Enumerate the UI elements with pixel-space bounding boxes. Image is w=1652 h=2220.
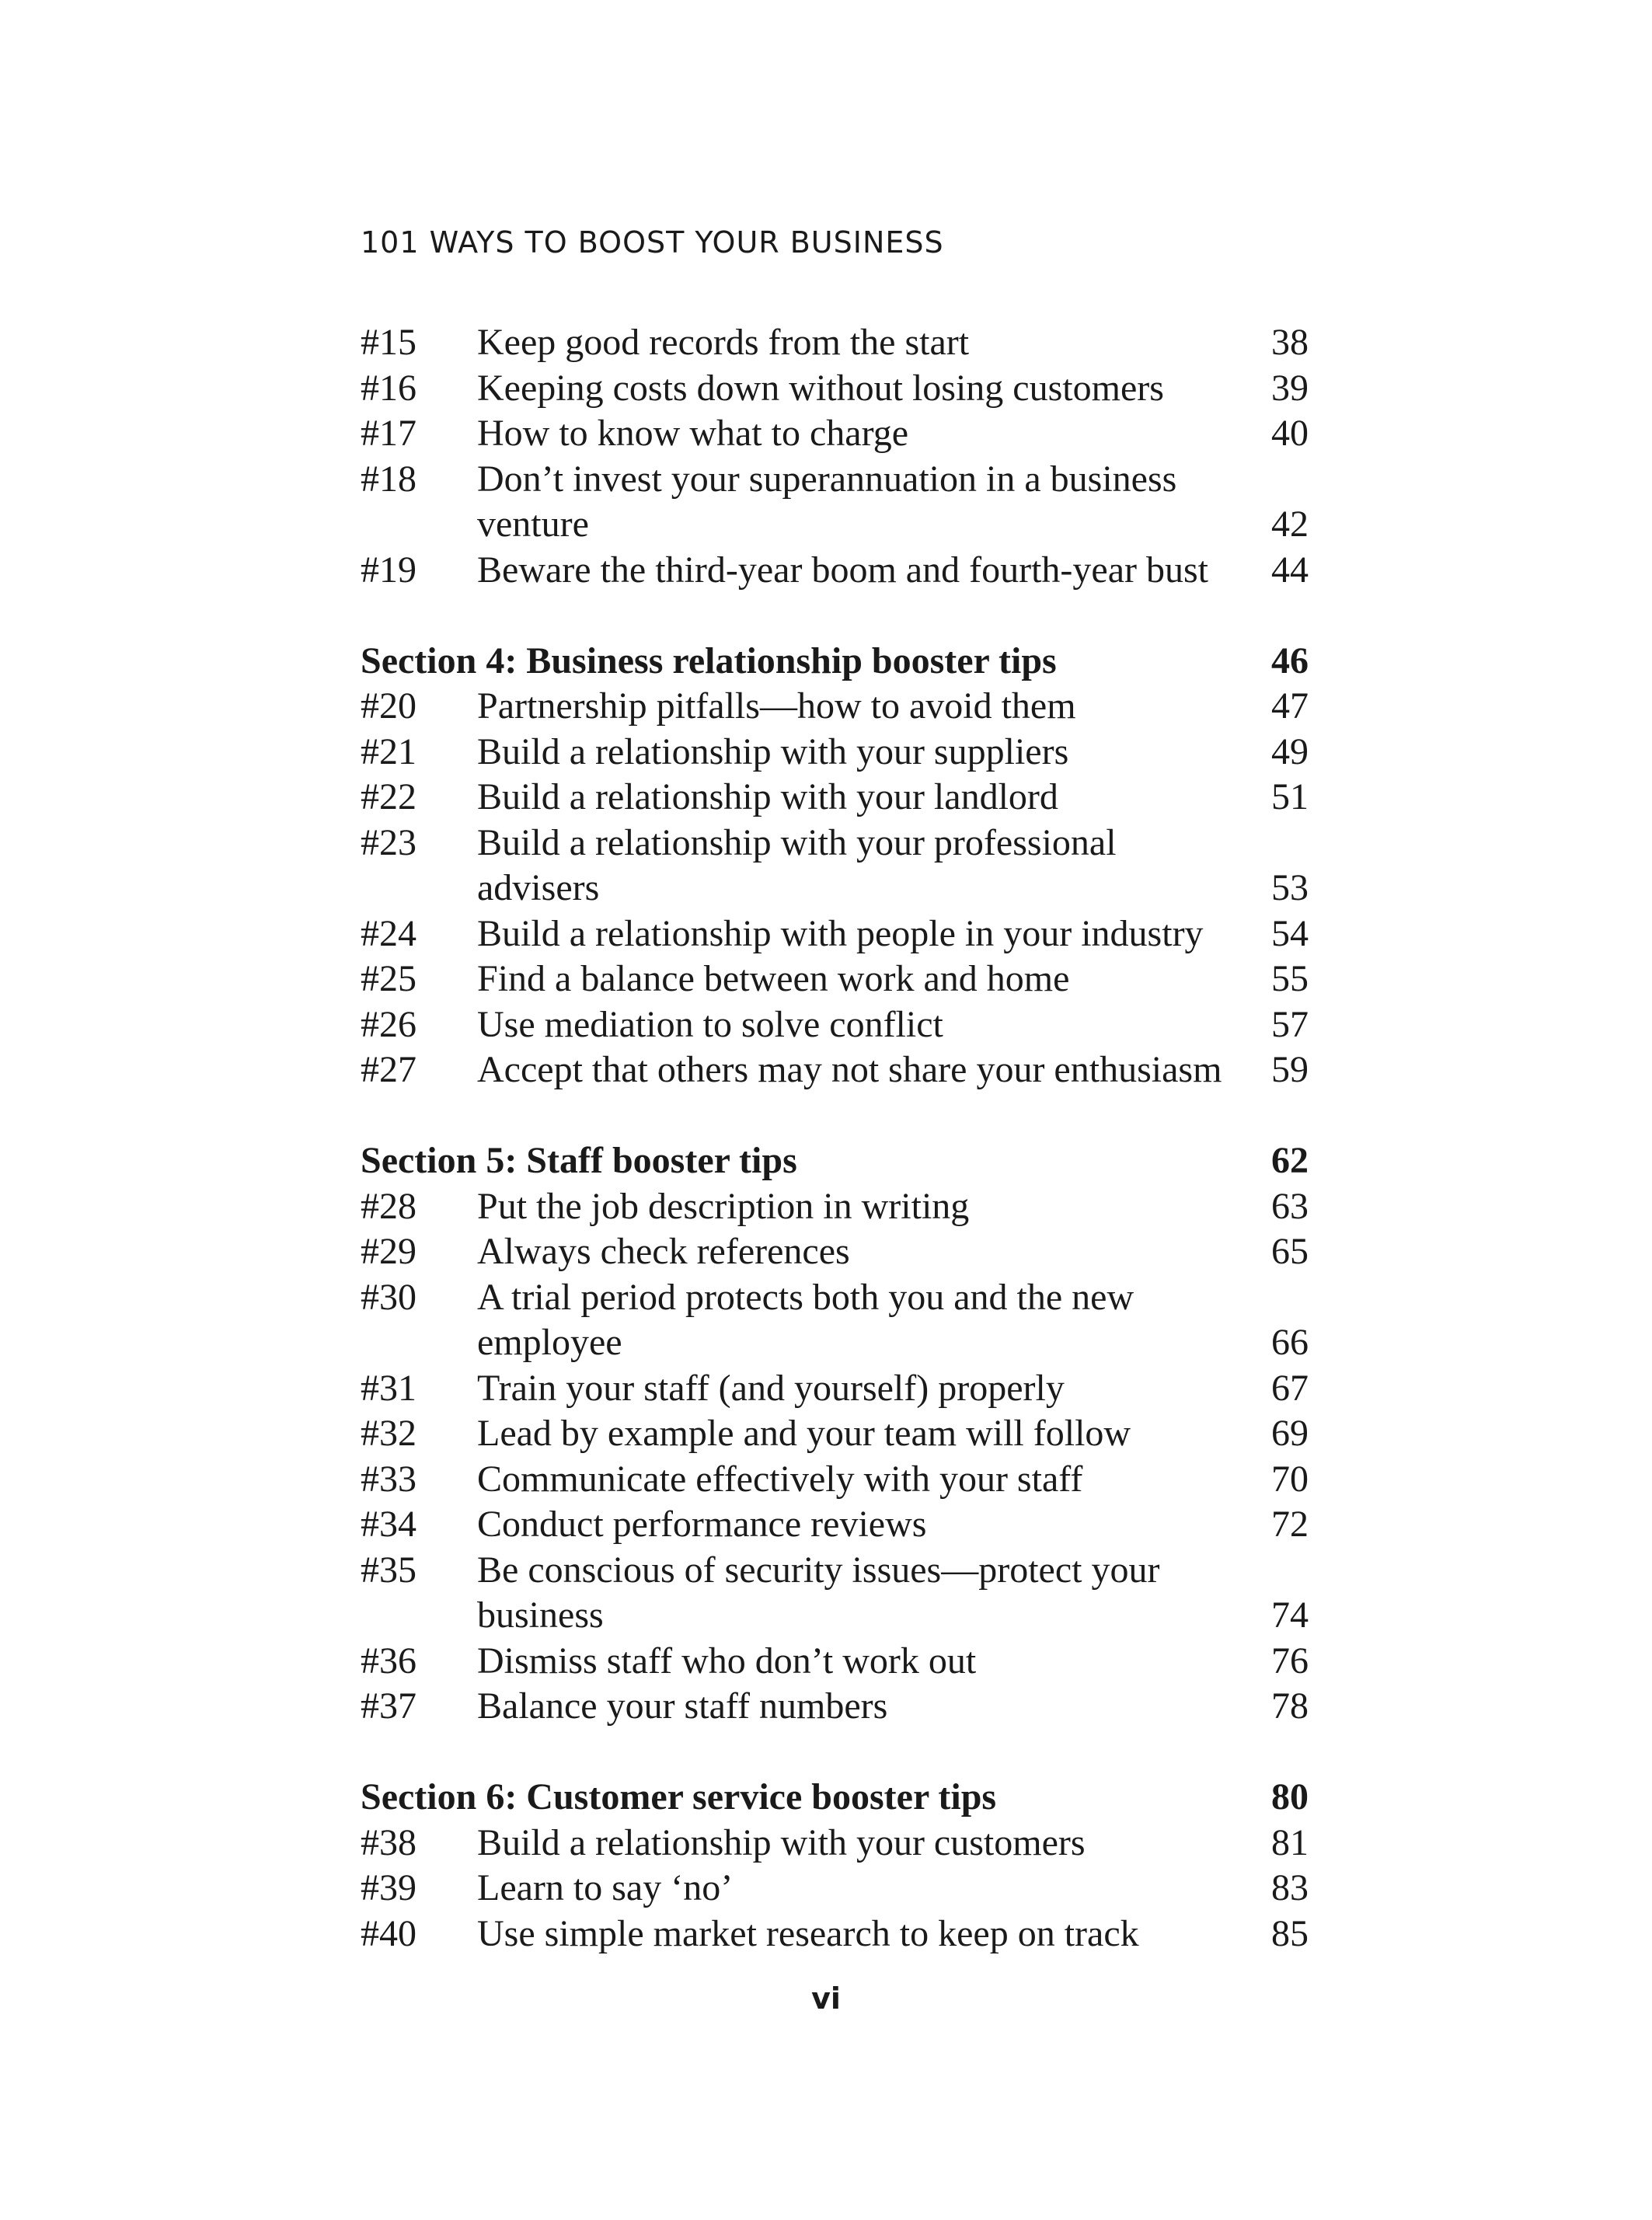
entry-title <box>477 548 1239 594</box>
toc-entry <box>361 1821 1309 1866</box>
entry-title <box>477 1366 1239 1412</box>
entry-number: #26 <box>361 1003 416 1045</box>
toc-entry <box>361 775 1309 821</box>
entry-title <box>477 457 1239 548</box>
entry-title-line: Build a relationship with your landlord <box>477 776 1058 817</box>
entry-title <box>477 411 1239 457</box>
entry-number: #37 <box>361 1685 416 1727</box>
entry-number: #15 <box>361 322 416 363</box>
toc-entry <box>361 1866 1309 1912</box>
entry-page-number: 67 <box>1271 1367 1309 1409</box>
toc-entry <box>361 821 1309 911</box>
entry-number: #28 <box>361 1185 416 1227</box>
entry-number: #19 <box>361 549 416 591</box>
entry-page-number: 44 <box>1271 549 1309 591</box>
entry-number: #16 <box>361 367 416 409</box>
toc-entry <box>361 457 1309 548</box>
toc-entry <box>361 1229 1309 1275</box>
entry-page-number: 59 <box>1271 1049 1309 1090</box>
entry-title-line: business <box>477 1594 604 1636</box>
entry-number: #22 <box>361 776 416 817</box>
entry-title <box>477 1275 1239 1366</box>
section-heading <box>361 1138 1309 1184</box>
table-of-contents <box>361 320 1309 1957</box>
entry-title <box>477 1821 1239 1866</box>
entry-page-number: 70 <box>1271 1458 1309 1500</box>
entry-number: #30 <box>361 1276 416 1318</box>
entry-page-number: 81 <box>1271 1821 1309 1863</box>
entry-title-line: Keeping costs down without losing customers <box>477 367 1164 409</box>
entry-number: #31 <box>361 1367 416 1409</box>
entry-number: #24 <box>361 912 416 954</box>
entry-title <box>477 1866 1239 1912</box>
section-title: Section 5: Staff booster tips <box>361 1140 797 1181</box>
entry-page-number: 49 <box>1271 730 1309 772</box>
toc-entry <box>361 548 1309 594</box>
entry-number: #20 <box>361 685 416 727</box>
page-folio: vi <box>811 1981 841 2016</box>
entry-page-number: 66 <box>1271 1322 1309 1363</box>
entry-title <box>477 366 1239 412</box>
entry-title-line: Train your staff (and yourself) properly <box>477 1367 1065 1409</box>
entry-number: #33 <box>361 1458 416 1500</box>
section-page-number: 46 <box>1271 640 1309 681</box>
entry-page-number: 78 <box>1271 1685 1309 1727</box>
entry-page-number: 69 <box>1271 1413 1309 1454</box>
entry-title <box>477 911 1239 957</box>
entry-number: #18 <box>361 458 416 500</box>
toc-entry <box>361 1002 1309 1048</box>
entry-title-line: Conduct performance reviews <box>477 1504 927 1545</box>
toc-entry <box>361 320 1309 366</box>
entry-title-line: Use simple market research to keep on track <box>477 1912 1139 1954</box>
entry-number: #40 <box>361 1912 416 1954</box>
entry-title-line: Find a balance between work and home <box>477 958 1070 999</box>
section-spacer <box>361 593 1309 639</box>
entry-title <box>477 1411 1239 1457</box>
entry-title <box>477 775 1239 821</box>
entry-title <box>477 1229 1239 1275</box>
entry-title-line: Learn to say ‘no’ <box>477 1867 734 1908</box>
entry-title-line: advisers <box>477 867 600 908</box>
toc-entry <box>361 730 1309 775</box>
entry-page-number: 53 <box>1271 867 1309 908</box>
toc-entry <box>361 1502 1309 1548</box>
entry-page-number: 42 <box>1271 504 1309 545</box>
entry-page-number: 55 <box>1271 958 1309 999</box>
section-spacer <box>361 1093 1309 1139</box>
entry-number: #25 <box>361 958 416 999</box>
section-heading <box>361 1775 1309 1821</box>
entry-title-line: Partnership pitfalls—how to avoid them <box>477 685 1076 727</box>
entry-number: #38 <box>361 1821 416 1863</box>
entry-title-line: Don’t invest your superannuation in a business <box>477 458 1177 500</box>
entry-title <box>477 1684 1239 1730</box>
entry-page-number: 51 <box>1271 776 1309 817</box>
entry-page-number: 74 <box>1271 1594 1309 1636</box>
entry-title-line: Balance your staff numbers <box>477 1685 888 1727</box>
toc-entry <box>361 1912 1309 1957</box>
entry-number: #35 <box>361 1549 416 1591</box>
entry-title-line: employee <box>477 1322 622 1363</box>
entry-title <box>477 1047 1239 1093</box>
entry-page-number: 72 <box>1271 1504 1309 1545</box>
entry-number: #36 <box>361 1640 416 1682</box>
entry-title-line: Dismiss staff who don’t work out <box>477 1640 977 1682</box>
entry-title <box>477 1502 1239 1548</box>
toc-entry <box>361 684 1309 730</box>
entry-title <box>477 1184 1239 1230</box>
entry-title-line: Build a relationship with your suppliers <box>477 730 1069 772</box>
entry-number: #17 <box>361 413 416 454</box>
entry-title <box>477 1548 1239 1639</box>
toc-entry <box>361 1275 1309 1366</box>
entry-page-number: 65 <box>1271 1231 1309 1272</box>
entry-page-number: 83 <box>1271 1867 1309 1908</box>
entry-title-line: How to know what to charge <box>477 413 908 454</box>
entry-title <box>477 821 1239 911</box>
entry-number: #27 <box>361 1049 416 1090</box>
entry-number: #39 <box>361 1867 416 1908</box>
entry-title <box>477 1912 1239 1957</box>
entry-title-line: Keep good records from the start <box>477 322 970 363</box>
entry-page-number: 57 <box>1271 1003 1309 1045</box>
entry-title <box>477 1639 1239 1685</box>
entry-page-number: 47 <box>1271 685 1309 727</box>
section-page-number: 80 <box>1271 1776 1309 1817</box>
toc-entry <box>361 1548 1309 1639</box>
entry-page-number: 38 <box>1271 322 1309 363</box>
entry-title-line: Use mediation to solve conflict <box>477 1003 943 1045</box>
entry-title <box>477 730 1239 775</box>
toc-entry <box>361 1457 1309 1503</box>
entry-title-line: Always check references <box>477 1231 850 1272</box>
entry-title <box>477 957 1239 1002</box>
entry-title-line: Lead by example and your team will follow <box>477 1413 1131 1454</box>
toc-entry <box>361 1684 1309 1730</box>
entry-page-number: 85 <box>1271 1912 1309 1954</box>
entry-page-number: 76 <box>1271 1640 1309 1682</box>
toc-entry <box>361 957 1309 1002</box>
section-spacer <box>361 1730 1309 1776</box>
entry-title-line: Build a relationship with your customers <box>477 1821 1086 1863</box>
entry-title-line: A trial period protects both you and the new <box>477 1276 1134 1318</box>
entry-title <box>477 1457 1239 1503</box>
entry-page-number: 54 <box>1271 912 1309 954</box>
section-title: Section 6: Customer service booster tips <box>361 1776 997 1817</box>
entry-number: #29 <box>361 1231 416 1272</box>
running-head: 101 WAYS TO BOOST YOUR BUSINESS <box>361 225 944 260</box>
toc-entry <box>361 1184 1309 1230</box>
section-heading <box>361 639 1309 685</box>
entry-title-line: Build a relationship with people in your industry <box>477 912 1204 954</box>
entry-title-line: Build a relationship with your professional <box>477 821 1117 863</box>
entry-title <box>477 1002 1239 1048</box>
toc-entry <box>361 1366 1309 1412</box>
entry-page-number: 63 <box>1271 1185 1309 1227</box>
entry-title-line: Put the job description in writing <box>477 1185 970 1227</box>
entry-number: #23 <box>361 821 416 863</box>
entry-title-line: Be conscious of security issues—protect your <box>477 1549 1160 1591</box>
entry-title <box>477 684 1239 730</box>
entry-number: #21 <box>361 730 416 772</box>
entry-title-line: Communicate effectively with your staff <box>477 1458 1083 1500</box>
entry-number: #32 <box>361 1413 416 1454</box>
toc-entry <box>361 1411 1309 1457</box>
toc-entry <box>361 411 1309 457</box>
entry-page-number: 39 <box>1271 367 1309 409</box>
entry-title-line: Accept that others may not share your enthusiasm <box>477 1049 1222 1090</box>
toc-entry <box>361 911 1309 957</box>
entry-number: #34 <box>361 1504 416 1545</box>
entry-title <box>477 320 1239 366</box>
toc-entry <box>361 1047 1309 1093</box>
toc-entry <box>361 366 1309 412</box>
section-title: Section 4: Business relationship booster tips <box>361 640 1057 681</box>
entry-title-line: venture <box>477 504 589 545</box>
section-page-number: 62 <box>1271 1140 1309 1181</box>
entry-page-number: 40 <box>1271 413 1309 454</box>
toc-entry <box>361 1639 1309 1685</box>
entry-title-line: Beware the third-year boom and fourth-year bust <box>477 549 1208 591</box>
